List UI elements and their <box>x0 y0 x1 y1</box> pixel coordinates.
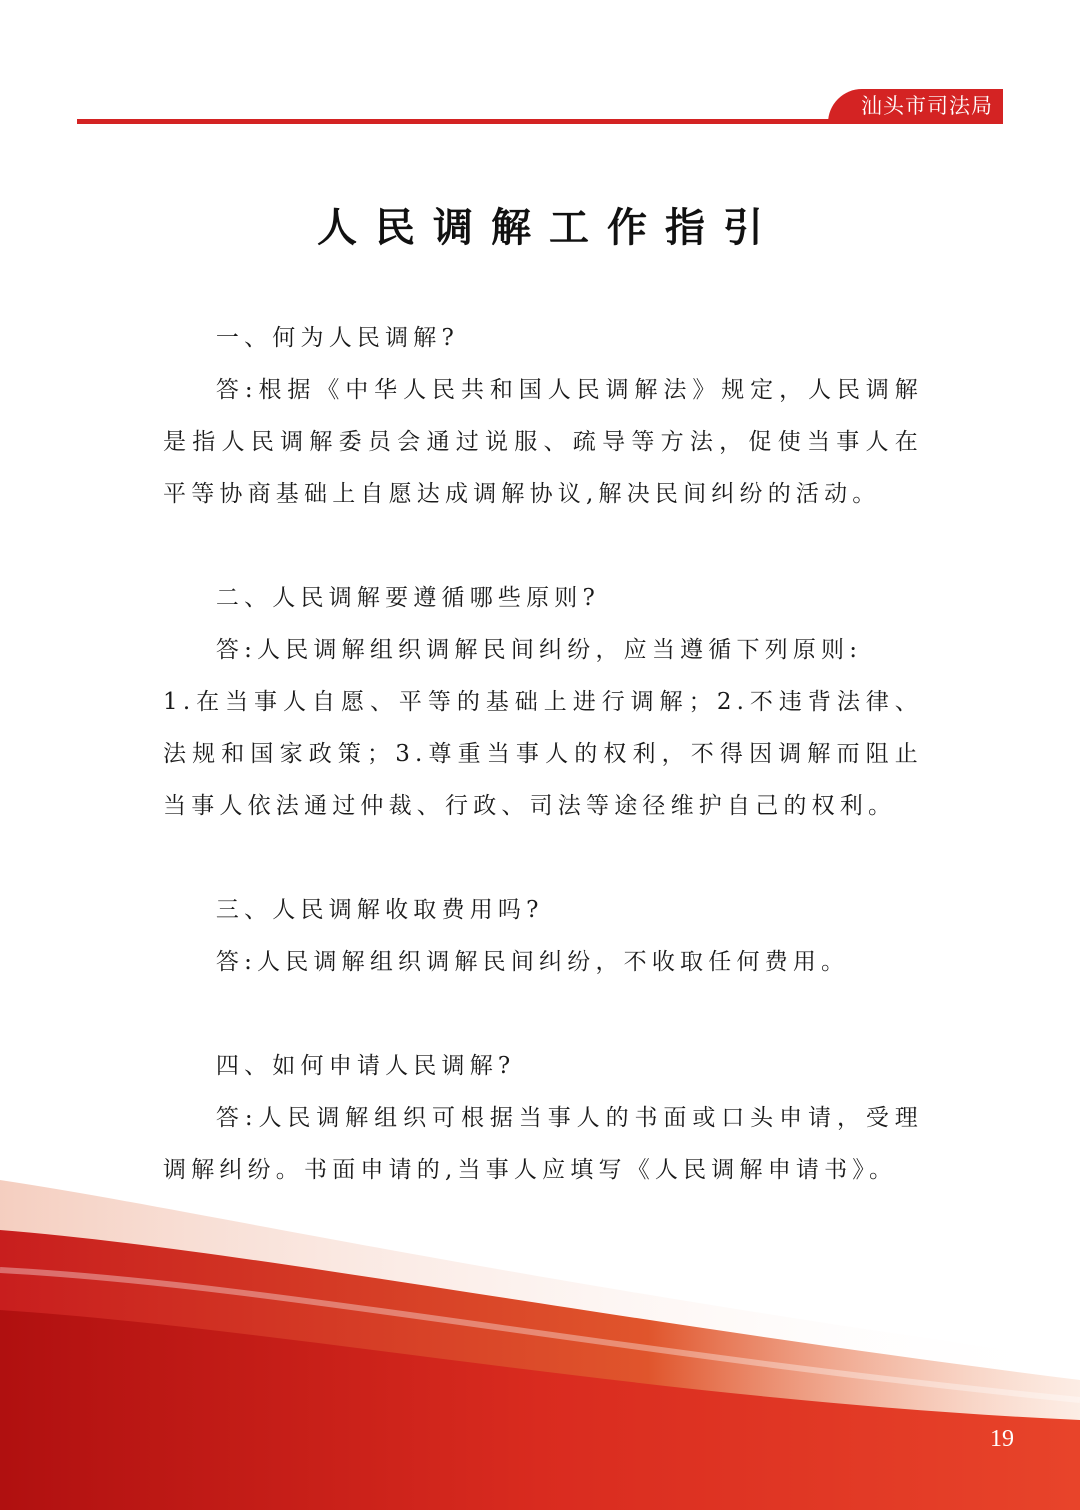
content-body <box>163 312 923 1248</box>
question-4: 四、如何申请人民调解? <box>215 1053 516 1079</box>
section-2 <box>163 572 923 832</box>
answer-3: 答:人民调解组织调解民间纠纷，不收取任何费用。 <box>215 949 850 975</box>
question-2: 二、人民调解要遵循哪些原则? <box>215 585 601 611</box>
section-3 <box>163 884 923 988</box>
page-title: 人民调解工作指引 <box>317 204 781 251</box>
question-1: 一、何为人民调解? <box>215 325 460 351</box>
answer-2: 答:人民调解组织调解民间纠纷，应当遵循下列原则: <box>215 637 863 663</box>
answer-2-continued: 1.在当事人自愿、平等的基础上进行调解；2.不违背法律、法规和国家政策；3.尊重当事人的权利，不得因调解而阻止当事人依法通过仲裁、行政、司法等途径维护自己的权利。 <box>163 689 923 819</box>
page-number: 19 <box>990 1426 1014 1452</box>
section-1 <box>163 312 923 520</box>
answer-1: 答:根据《中华人民共和国人民调解法》规定，人民调解是指人民调解委员会通过说服、疏导等方法，促使当事人在平等协商基础上自愿达成调解协议,解决民间纠纷的活动。 <box>163 377 923 507</box>
answer-4: 答:人民调解组织可根据当事人的书面或口头申请，受理调解纠纷。书面申请的,当事人应填写《人民调解申请书》。 <box>163 1105 923 1183</box>
decorative-red-wave <box>0 1170 1080 1510</box>
agency-badge: 汕头市司法局 <box>828 89 1003 123</box>
question-3: 三、人民调解收取费用吗? <box>215 897 544 923</box>
